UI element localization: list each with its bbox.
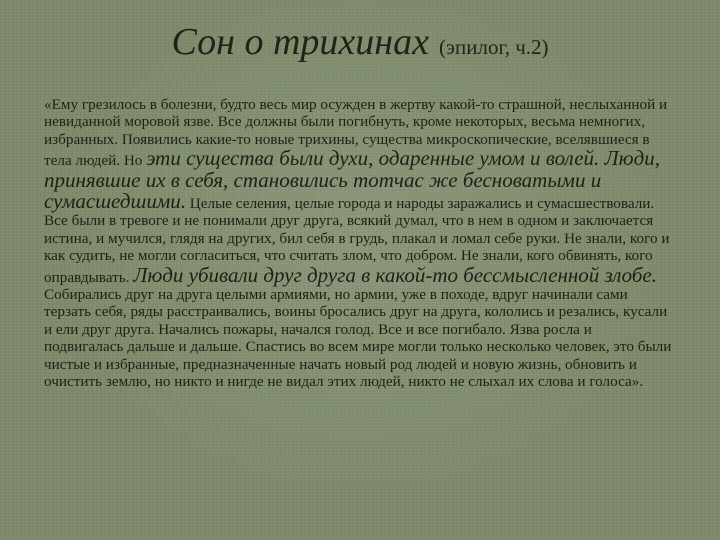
quote-text-part-2: Целые селения, целые города и народы заражались и сумасшествовали. Все были в тревоге и не понимали друг друга, всякий думал, что в нем в одном и заключается истина, и мучился, глядя на других, бил себя в грудь, плакал и ломал себе руки. Не знали, кого и как судить, не могли согласиться, что считать злом, что добром. Не знали, кого обвинять, кого оправдывать.: [44, 195, 670, 286]
quote-emphasis-2: Люди убивали друг друга в какой-то бессмысленной злобе.: [133, 262, 657, 287]
quote-body: [44, 96, 674, 391]
quote-text-part-3: Собирались друг на друга целыми армиями, но армии, уже в походе, вдруг начинали сами терзать себя, ряды расстраивались, воины бросались друг на друга, кололись и резались, кусали и ели друг друга. Начались пожары, начался голод. Все и все погибало. Язва росла и подвигалась дальше и дальше. Спастись во всем мире могли только несколько человек, это были чистые и избранные, предназначенные начать новый род людей и новую жизнь, обновить и очистить землю, но никто и нигде не видал этих людей, никто не слыхал их слова и голоса».: [44, 286, 672, 391]
slide-title: [0, 20, 720, 64]
quote-emphasis-1: эти существа были духи, одаренные умом и волей. Люди, принявшие их в себя, становились тотчас же бесноватыми и сумасшедшими.: [44, 146, 660, 214]
title-subtitle: (эпилог, ч.2): [438, 35, 549, 59]
quote-text-part-1: «Ему грезилось в болезни, будто весь мир осужден в жертву какой-то страшной, неслыханной и невиданной моровой язве. Все должны были погибнуть, кроме некоторых, весьма немногих, избранных. Появились какие-то новые трихины, существа микроскопические, вселявшиеся в тела людей. Но: [44, 96, 668, 170]
title-main: Сон о трихинах: [171, 21, 429, 63]
